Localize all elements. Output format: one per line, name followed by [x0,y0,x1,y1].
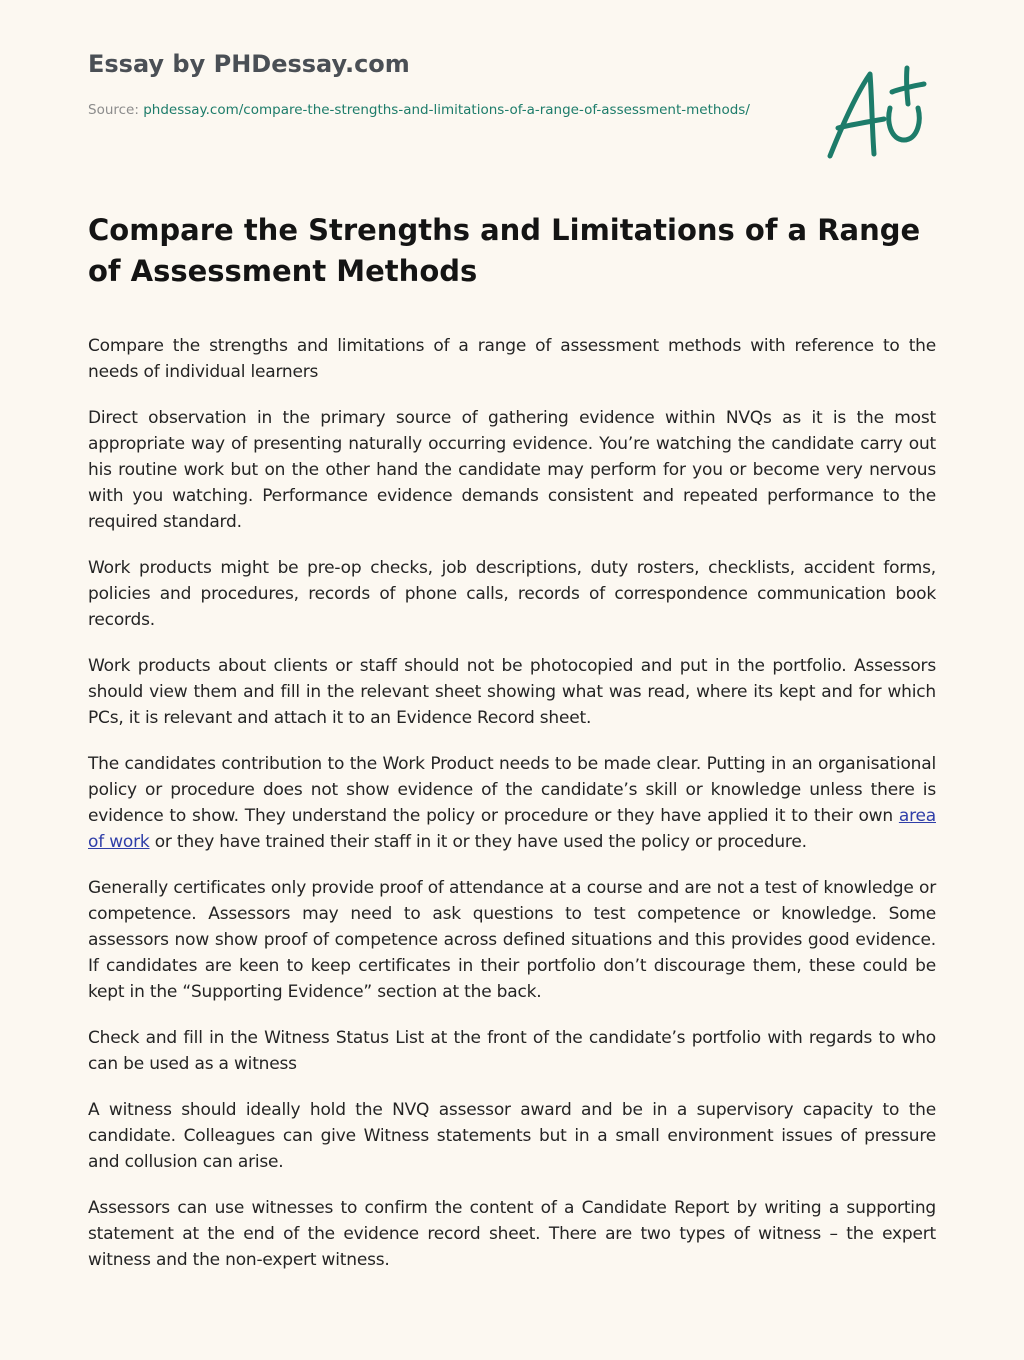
paragraph: Work products might be pre-op checks, job descriptions, duty rosters, checklists, accident forms, policies and procedures, records of phone calls, records of correspondence communication book records. [88,558,936,630]
paragraph: Compare the strengths and limitations of a range of assessment methods with reference to the needs of individual learners [88,336,936,382]
a-plus-logo-icon [824,64,932,164]
paragraph: A witness should ideally hold the NVQ assessor award and be in a supervisory capacity to the candidate. Colleagues can give Witness statements but in a small environment issues of pressure and collusion can arise. [88,1100,936,1172]
paragraph: Work products about clients or staff should not be photocopied and put in the portfolio. Assessors should view them and fill in the relevant sheet showing what was read, where its kept and for which PCs, it is relevant and attach it to an Evidence Record sheet. [88,656,936,728]
paragraph-text: or they have trained their staff in it or they have used the policy or procedure. [149,832,807,852]
essay-body [88,333,936,1293]
paragraph [88,751,936,855]
paragraph: Generally certificates only provide proof of attendance at a course and are not a test of knowledge or competence. Assessors may need to ask questions to test competence or knowledge. Some assessors now show proof of competence across defined situations and this provides good evidence. If candidates are keen to keep certificates in their portfolio don’t discourage them, these could be kept in the “Supporting Evidence” section at the back. [88,878,936,1002]
paragraph: Direct observation in the primary source of gathering evidence within NVQs as it is the most appropriate way of presenting naturally occurring evidence. You’re watching the candidate carry out his routine work but on the other hand the candidate may perform for you or become very nervous with you watching. Performance evidence demands consistent and repeated performance to the required standard. [88,408,936,532]
area-of-work-link[interactable]: area of work [88,806,936,852]
site-brand: Essay by PHDessay.com [88,50,410,78]
paragraph-text: The candidates contribution to the Work Product needs to be made clear. Putting in an organisational policy or procedure does not show evidence of the candidate’s skill or knowledge unless there is evidence to show. They understand the policy or procedure or they have applied it to their own [88,754,936,826]
source-link[interactable]: phdessay.com/compare-the-strengths-and-limitations-of-a-range-of-assessment-methods/ [143,102,750,118]
source-line [88,100,788,121]
essay-title: Compare the Strengths and Limitations of a Range of Assessment Methods [88,213,921,288]
paragraph: Check and fill in the Witness Status List at the front of the candidate’s portfolio with regards to who can be used as a witness [88,1028,936,1074]
source-label: Source: [88,102,144,118]
paragraph: Assessors can use witnesses to confirm the content of a Candidate Report by writing a supporting statement at the end of the evidence record sheet. There are two types of witness – the expert witness and the non-expert witness. [88,1198,936,1270]
